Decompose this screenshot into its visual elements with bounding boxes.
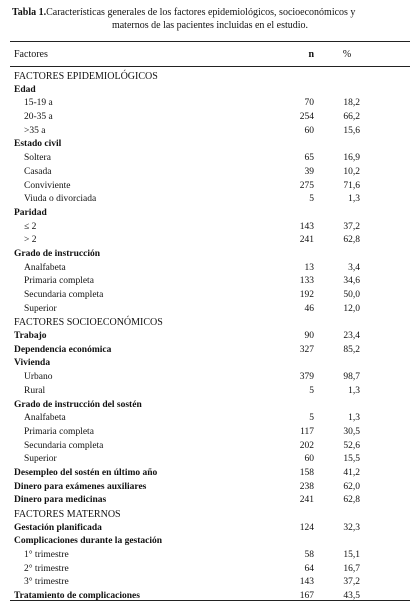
category-row [0, 371, 418, 385]
category-row [0, 275, 418, 289]
row-n-value: 60 [304, 454, 314, 465]
row-label: 15-19 a [24, 98, 53, 109]
row-percent-value: 32,3 [343, 522, 360, 533]
row-label: Viuda o divorciada [24, 194, 97, 205]
header-n: n [308, 49, 314, 60]
category-row [0, 412, 418, 426]
caption-line-2: maternos de las pacientes incluidas en el estudio. [111, 20, 309, 31]
variable-row [0, 357, 418, 371]
header-percent: % [342, 49, 352, 60]
row-percent-value: 62,0 [343, 481, 360, 492]
row-percent-value: 15,5 [343, 454, 360, 465]
header-factores: Factores [14, 49, 48, 60]
row-label: Gestación planificada [14, 522, 102, 533]
row-percent-value: 15,1 [343, 550, 360, 561]
row-percent-value: 3,4 [348, 262, 360, 273]
row-percent-value: 23,4 [343, 331, 360, 342]
row-n-value: 275 [299, 180, 314, 191]
row-percent-value: 30,5 [343, 426, 360, 437]
row-percent-value: 62,8 [343, 235, 360, 246]
table-caption [12, 6, 408, 32]
category-row [0, 152, 418, 166]
category-row [0, 221, 418, 235]
row-n-value: 143 [299, 577, 314, 588]
variable-row [0, 344, 418, 358]
variable-row [0, 330, 418, 344]
row-percent-value: 85,2 [343, 344, 360, 355]
category-row [0, 111, 418, 125]
row-label: Analfabeta [24, 262, 66, 273]
row-label: Estado civil [14, 139, 62, 150]
table-body [0, 70, 418, 604]
top-rule [10, 41, 410, 42]
row-n-value: 46 [304, 303, 314, 314]
row-n-value: 58 [304, 550, 314, 561]
row-label: Urbano [24, 372, 53, 383]
category-row [0, 563, 418, 577]
variable-row [0, 522, 418, 536]
row-percent-value: 10,2 [343, 166, 360, 177]
row-label: Dinero para medicinas [14, 495, 107, 506]
row-n-value: 254 [299, 112, 314, 123]
row-percent-value: 71,6 [343, 180, 360, 191]
category-row [0, 97, 418, 111]
row-n-value: 167 [299, 591, 314, 602]
bottom-rule [10, 600, 410, 601]
row-n-value: 158 [299, 467, 314, 478]
row-label: Casada [24, 166, 52, 177]
caption-line-1: Características generales de los factores epidemiológicos, socioeconómicos y [46, 7, 356, 18]
category-row [0, 125, 418, 139]
section-row [0, 508, 418, 522]
variable-row [0, 84, 418, 98]
row-percent-value: 41,2 [343, 467, 360, 478]
row-percent-value: 66,2 [343, 112, 360, 123]
row-label: Paridad [14, 207, 47, 218]
row-percent-value: 15,6 [343, 125, 360, 136]
header-rule [10, 66, 410, 67]
row-percent-value: 16,9 [343, 153, 360, 164]
row-label: FACTORES MATERNOS [14, 509, 121, 520]
variable-row [0, 248, 418, 262]
category-row [0, 234, 418, 248]
variable-row [0, 399, 418, 413]
category-row [0, 385, 418, 399]
row-label: Dependencia económica [14, 344, 112, 355]
variable-row [0, 467, 418, 481]
variable-row [0, 481, 418, 495]
row-percent-value: 98,7 [343, 372, 360, 383]
row-label: >35 a [24, 125, 46, 136]
row-n-value: 379 [299, 372, 314, 383]
row-n-value: 192 [299, 290, 314, 300]
row-label: 2° trimestre [24, 563, 69, 574]
category-row [0, 426, 418, 440]
row-n-value: 5 [309, 413, 314, 424]
row-label: Superior [24, 454, 57, 465]
category-row [0, 193, 418, 207]
row-label: Grado de instrucción del sostén [14, 399, 142, 410]
row-percent-value: 1,3 [348, 385, 360, 396]
row-percent-value: 37,2 [343, 221, 360, 232]
row-percent-value: 18,2 [343, 98, 360, 109]
row-n-value: 64 [304, 563, 314, 574]
row-percent-value: 37,2 [343, 577, 360, 588]
row-n-value: 65 [304, 153, 314, 164]
row-n-value: 238 [299, 481, 314, 492]
row-percent-value: 62,8 [343, 495, 360, 506]
row-n-value: 70 [304, 98, 314, 109]
row-label: Vivienda [14, 358, 51, 369]
category-row [0, 289, 418, 303]
row-label: Primaria completa [24, 426, 94, 437]
category-row [0, 166, 418, 180]
variable-row [0, 138, 418, 152]
row-label: Conviviente [24, 180, 71, 191]
row-n-value: 60 [304, 125, 314, 136]
row-label: Dinero para exámenes auxiliares [14, 481, 147, 492]
row-n-value: 117 [300, 426, 314, 437]
category-row [0, 303, 418, 317]
row-n-value: 5 [309, 385, 314, 396]
row-label: Secundaria completa [24, 290, 104, 300]
row-percent-value: 12,0 [343, 303, 360, 314]
row-label: Secundaria completa [24, 440, 104, 451]
row-label: Grado de instrucción [14, 248, 101, 259]
row-label: 1° trimestre [24, 550, 69, 561]
row-n-value: 241 [299, 495, 314, 506]
row-n-value: 5 [309, 194, 314, 205]
row-n-value: 133 [299, 276, 314, 287]
row-percent-value: 34,6 [343, 276, 360, 287]
row-label: FACTORES SOCIOECONÓMICOS [14, 317, 163, 329]
row-label: Superior [24, 303, 57, 314]
row-label: Trabajo [14, 331, 47, 342]
variable-row [0, 207, 418, 221]
row-label: 20-35 a [24, 112, 53, 123]
row-n-value: 143 [299, 221, 314, 232]
row-label: Tratamiento de complicaciones [14, 591, 140, 602]
row-label: ≤ 2 [24, 221, 37, 232]
row-n-value: 13 [304, 262, 314, 273]
row-label: Rural [24, 385, 46, 396]
caption-title: Tabla 1. [12, 7, 47, 18]
row-n-value: 241 [299, 235, 314, 246]
category-row [0, 576, 418, 590]
row-label: Soltera [24, 153, 51, 164]
row-label: Desempleo del sostén en último año [14, 467, 158, 478]
category-row [0, 453, 418, 467]
variable-row [0, 535, 418, 549]
row-n-value: 327 [299, 344, 314, 355]
category-row [0, 549, 418, 563]
section-row [0, 316, 418, 330]
row-n-value: 202 [299, 440, 314, 451]
row-label: > 2 [24, 235, 37, 246]
category-row [0, 440, 418, 454]
row-label: 3° trimestre [24, 577, 69, 588]
row-percent-value: 50,0 [343, 290, 360, 300]
row-label: Complicaciones durante la gestación [14, 536, 163, 547]
row-label: Primaria completa [24, 276, 94, 287]
row-n-value: 39 [304, 166, 314, 177]
row-percent-value: 43,5 [343, 591, 360, 602]
row-label: Edad [14, 84, 36, 95]
variable-row [0, 494, 418, 508]
row-n-value: 90 [304, 331, 314, 342]
row-percent-value: 1,3 [348, 194, 360, 205]
category-row [0, 262, 418, 276]
row-label: Analfabeta [24, 413, 66, 424]
row-percent-value: 52,6 [343, 440, 360, 451]
row-percent-value: 1,3 [348, 413, 360, 424]
row-n-value: 124 [299, 522, 314, 533]
variable-row [0, 590, 418, 604]
row-label: FACTORES EPIDEMIOLÓGICOS [14, 71, 158, 82]
section-row [0, 70, 418, 84]
category-row [0, 180, 418, 194]
row-percent-value: 16,7 [343, 563, 360, 574]
